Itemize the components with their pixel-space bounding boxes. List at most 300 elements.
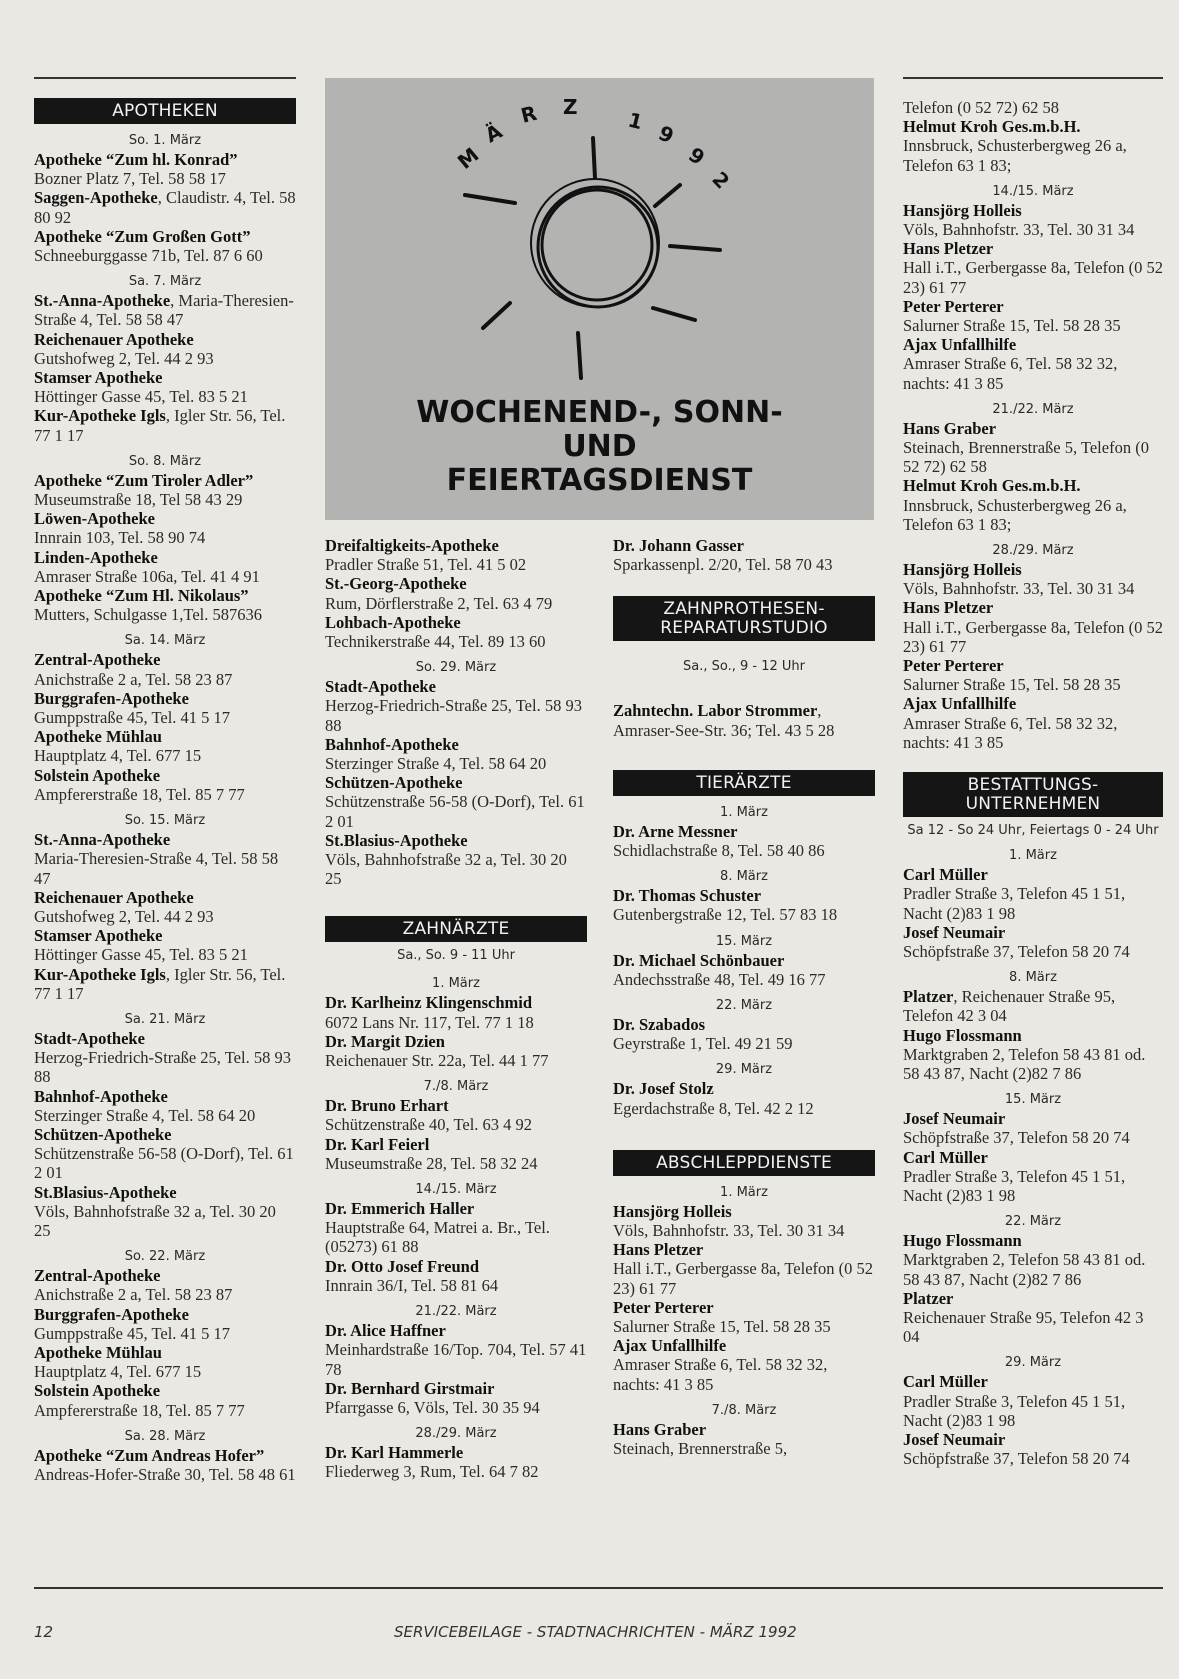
listing-address: Museumstraße 18, Tel 58 43 29 <box>34 490 243 510</box>
group-date: So. 29. März <box>415 660 497 676</box>
arc-letter: 1 <box>625 107 646 135</box>
date-group <box>903 1355 1163 1468</box>
listing-entry <box>613 701 875 739</box>
listing-name: Dr. Johann Gasser <box>613 536 744 555</box>
hero-title-line: UND <box>562 429 637 464</box>
listing-name: Dr. Emmerich Haller <box>325 1199 475 1219</box>
listing-name: Kur-Apotheke Igls <box>34 964 166 984</box>
arc-letter: 9 <box>654 120 678 149</box>
listing-entry <box>903 694 1163 752</box>
listing-name: Hans Pletzer <box>613 1240 704 1260</box>
col4-top-entries <box>903 117 1163 175</box>
col3-top-entries <box>613 536 875 574</box>
listing-entry <box>325 735 587 773</box>
listing-address: Technikerstraße 44, Tel. 89 13 60 <box>325 632 546 652</box>
listing-name: Dreifaltigkeits-Apotheke <box>325 536 499 555</box>
zahnprothesen-hours: Sa., So., 9 - 12 Uhr <box>683 659 805 675</box>
date-group <box>34 1012 296 1240</box>
group-date: 29. März <box>715 1062 773 1078</box>
group-date: 1. März <box>432 976 480 992</box>
date-group <box>34 813 296 1003</box>
listing-entry <box>613 1298 875 1336</box>
group-date: So. 22. März <box>124 1249 206 1265</box>
arc-letter: 2 <box>707 166 735 194</box>
listing-entry <box>34 188 296 226</box>
listing-name: Dr. Josef Stolz <box>613 1079 714 1099</box>
group-date: 7./8. März <box>711 1402 777 1418</box>
listing-address: Schidlachstraße 8, Tel. 58 40 86 <box>613 841 825 861</box>
group-date: 22. März <box>715 998 773 1014</box>
listing-entry <box>34 650 296 688</box>
listing-name: Dr. Thomas Schuster <box>613 886 762 906</box>
listing-name: Schützen-Apotheke <box>325 773 463 793</box>
date-group <box>613 934 875 989</box>
listing-address: Amraser Straße 106a, Tel. 41 4 91 <box>34 566 260 586</box>
listing-entry <box>34 368 296 406</box>
listing-name: Hansjörg Holleis <box>613 1201 732 1221</box>
listing-address: Innrain 36/I, Tel. 58 81 64 <box>325 1275 499 1295</box>
listing-name: Josef Neumair <box>903 922 1006 942</box>
group-date: Sa. 21. März <box>124 1011 206 1027</box>
date-group <box>325 976 587 1070</box>
section-head-bestattung <box>903 772 1163 817</box>
date-group <box>613 869 875 924</box>
date-group <box>325 1182 587 1295</box>
listing-address: Reichenauer Straße 95, Telefon 42 3 04 <box>903 1307 1144 1347</box>
listing-address: Fliederweg 3, Rum, Tel. 64 7 82 <box>325 1462 539 1482</box>
listing-address: Pradler Straße 51, Tel. 41 5 02 <box>325 555 527 575</box>
arc-letter: Ä <box>481 118 507 148</box>
listing-name: Hans Graber <box>903 418 997 438</box>
listing-entry <box>325 1257 587 1295</box>
listing-address: Hauptstraße 64, Matrei a. Br., Tel. (05273) 61 88 <box>325 1218 550 1257</box>
listing-name: Dr. Bruno Erhart <box>325 1096 449 1116</box>
listing-name: Dr. Michael Schönbauer <box>613 950 785 970</box>
listing-name: Apotheke “Zum Andreas Hofer” <box>34 1445 265 1465</box>
group-date: 7./8. März <box>423 1079 489 1095</box>
listing-address: Völs, Bahnhofstr. 33, Tel. 30 31 34 <box>903 579 1135 599</box>
listing-name: Solstein Apotheke <box>34 765 161 785</box>
listing-name: Apotheke “Zum hl. Konrad” <box>34 150 238 169</box>
listing-entry <box>34 1087 296 1125</box>
hero-title-line: WOCHENEND-, SONN- <box>416 395 783 430</box>
group-date: 21./22. März <box>992 401 1074 417</box>
listing-entry <box>325 1379 587 1417</box>
listing-entry <box>613 951 875 989</box>
listing-address: Herzog-Friedrich-Straße 25, Tel. 58 93 88 <box>325 696 582 735</box>
listing-address: Sterzinger Straße 4, Tel. 58 64 20 <box>34 1105 256 1125</box>
listing-name: Reichenauer Apotheke <box>34 887 194 907</box>
listing-address: Amraser Straße 6, Tel. 58 32 32, nachts: 41 3 85 <box>903 713 1118 752</box>
listing-name: Stadt-Apotheke <box>325 677 436 697</box>
listing-address: Mutters, Schulgasse 1,Tel. 587636 <box>34 605 262 625</box>
head-line: REPARATURSTUDIO <box>660 618 828 639</box>
head-line: BESTATTUNGS- <box>967 775 1099 796</box>
spacer <box>903 752 1163 772</box>
group-date: Sa. 7. März <box>128 274 202 290</box>
listing-address: Salurner Straße 15, Tel. 58 28 35 <box>903 316 1121 336</box>
date-group <box>325 660 587 888</box>
listing-address: Pradler Straße 3, Telefon 45 1 51, Nacht (2)83 1 98 <box>903 1166 1126 1205</box>
listing-name: Apotheke Mühlau <box>34 1342 162 1362</box>
listing-name: Dr. Karl Feierl <box>325 1134 430 1154</box>
listing-address: Schützenstraße 40, Tel. 63 4 92 <box>325 1115 533 1135</box>
publication-footer: SERVICEBEILAGE - STADTNACHRICHTEN - MÄRZ 1992 <box>394 1623 797 1641</box>
listing-address: Pfarrgasse 6, Völs, Tel. 30 35 94 <box>325 1397 540 1417</box>
arc-letter: R <box>518 100 540 128</box>
section-head-apotheken: APOTHEKEN <box>34 98 296 124</box>
listing-entry <box>34 509 296 547</box>
listing-entry <box>903 117 1163 175</box>
listing-name: Hugo Flossmann <box>903 1025 1022 1045</box>
listing-entry <box>903 239 1163 297</box>
listing-name: Peter Perterer <box>903 656 1004 676</box>
listing-entry <box>903 1109 1163 1147</box>
listing-entry <box>325 1199 587 1257</box>
zp-entries <box>613 701 875 739</box>
listing-name: Lohbach-Apotheke <box>325 612 461 632</box>
date-group <box>325 1304 587 1417</box>
listing-address: Gutshofweg 2, Tel. 44 2 93 <box>34 348 214 368</box>
listing-entry <box>613 886 875 924</box>
spacer <box>613 1118 875 1150</box>
listing-entry <box>903 1231 1163 1289</box>
date-group <box>903 848 1163 961</box>
listing-name: Dr. Arne Messner <box>613 821 738 841</box>
listing-entry <box>613 1079 875 1117</box>
listing-address: , Igler Str. 56, Tel. 77 1 17 <box>34 406 286 445</box>
listing-entry <box>34 888 296 926</box>
listing-address: Anichstraße 2 a, Tel. 58 23 87 <box>34 669 233 689</box>
listing-name: Apotheke “Zum Hl. Nikolaus” <box>34 586 249 606</box>
section-head-tieraerzte: TIERÄRZTE <box>613 770 875 796</box>
listing-entry <box>34 1266 296 1304</box>
listing-entry <box>34 471 296 509</box>
listing-entry <box>903 419 1163 477</box>
listing-entry <box>613 1336 875 1394</box>
listing-name: Peter Perterer <box>903 296 1004 316</box>
spacer <box>613 574 875 596</box>
spacer <box>613 740 875 770</box>
date-group <box>34 274 296 445</box>
col1-groups <box>34 133 296 1484</box>
listing-address: Maria-Theresien-Straße 4, Tel. 58 58 47 <box>34 849 279 888</box>
listing-name: Linden-Apotheke <box>34 547 158 567</box>
listing-address: Herzog-Friedrich-Straße 25, Tel. 58 93 88 <box>34 1048 291 1087</box>
listing-entry <box>903 297 1163 335</box>
listing-name: Schützen-Apotheke <box>34 1124 172 1144</box>
listing-address: Hauptplatz 4, Tel. 677 15 <box>34 1362 202 1382</box>
col2-group29 <box>325 660 587 888</box>
listing-name: Dr. Alice Haffner <box>325 1321 446 1341</box>
hero-artwork <box>325 78 874 520</box>
column-apotheken-zahnaerzte <box>325 536 587 1482</box>
listing-name: Apotheke “Zum Tiroler Adler” <box>34 470 254 490</box>
listing-name: Carl Müller <box>903 1372 988 1392</box>
listing-name: Solstein Apotheke <box>34 1381 161 1401</box>
listing-entry <box>34 1183 296 1241</box>
listing-entry <box>34 1446 296 1484</box>
top-rule-right <box>903 77 1163 79</box>
listing-name: Zahntechn. Labor Strommer <box>613 701 818 721</box>
listing-entry <box>325 574 587 612</box>
date-group <box>613 805 875 860</box>
listing-address: Marktgraben 2, Telefon 58 43 81 od. 58 43 87, Nacht (2)82 7 86 <box>903 1250 1146 1289</box>
listing-address: Egerdachstraße 8, Tel. 42 2 12 <box>613 1098 814 1118</box>
date-group <box>903 184 1163 393</box>
group-date: 28./29. März <box>992 543 1074 559</box>
listing-entry <box>34 1343 296 1381</box>
listing-address: , Igler Str. 56, Tel. 77 1 17 <box>34 964 286 1003</box>
date-group <box>34 1429 296 1484</box>
listing-entry <box>34 406 296 444</box>
listing-name: St.-Georg-Apotheke <box>325 574 467 594</box>
listing-entry <box>34 291 296 329</box>
listing-name: St.Blasius-Apotheke <box>34 1182 177 1202</box>
listing-address: Salurner Straße 15, Tel. 58 28 35 <box>613 1317 831 1337</box>
listing-name: Apotheke Mühlau <box>34 727 162 747</box>
listing-address: Ampfererstraße 18, Tel. 85 7 77 <box>34 784 245 804</box>
date-group <box>34 633 296 804</box>
listing-address: Gutenbergstraße 12, Tel. 57 83 18 <box>613 905 838 925</box>
listing-name: Ajax Unfallhilfe <box>903 335 1017 355</box>
listing-address: Höttinger Gasse 45, Tel. 83 5 21 <box>34 387 248 407</box>
listing-address: Innsbruck, Schusterbergweg 26 a, Telefon 63 1 83; <box>903 136 1127 175</box>
listing-name: Apotheke “Zum Großen Gott” <box>34 226 251 246</box>
listing-address: Anichstraße 2 a, Tel. 58 23 87 <box>34 1285 233 1305</box>
listing-name: St.-Anna-Apotheke <box>34 830 171 850</box>
listing-address: Schneeburggasse 71b, Tel. 87 6 60 <box>34 246 263 266</box>
listing-name: Ajax Unfallhilfe <box>903 694 1017 714</box>
group-date: So. 1. März <box>128 133 202 148</box>
column-apotheken <box>34 98 296 1484</box>
listing-address: Gutshofweg 2, Tel. 44 2 93 <box>34 906 214 926</box>
listing-address: Gumppstraße 45, Tel. 41 5 17 <box>34 708 231 728</box>
group-date: 1. März <box>720 804 768 820</box>
listing-entry <box>34 1029 296 1087</box>
listing-entry <box>34 1381 296 1419</box>
listing-entry <box>34 548 296 586</box>
listing-entry <box>325 536 587 574</box>
listing-address: 6072 Lans Nr. 117, Tel. 77 1 18 <box>325 1012 534 1032</box>
listing-entry <box>34 150 296 188</box>
listing-address: Rum, Dörflerstraße 2, Tel. 63 4 79 <box>325 593 553 613</box>
listing-name: Kur-Apotheke Igls <box>34 406 166 426</box>
listing-name: Zentral-Apotheke <box>34 1266 161 1286</box>
listing-entry <box>325 613 587 651</box>
tier-groups <box>613 805 875 1118</box>
listing-address: Andreas-Hofer-Straße 30, Tel. 58 48 61 <box>34 1464 296 1484</box>
listing-entry <box>613 536 875 574</box>
absch-groups <box>613 1185 875 1458</box>
listing-address: Amraser Straße 6, Tel. 58 32 32, nachts: 41 3 85 <box>903 354 1118 393</box>
listing-entry <box>903 923 1163 961</box>
listing-name: Bahnhof-Apotheke <box>34 1086 168 1106</box>
listing-address: Hall i.T., Gerbergasse 8a, Telefon (0 52 23) 61 77 <box>903 258 1164 297</box>
column-zahnprothesen-tieraerzte <box>613 536 875 1458</box>
listing-name: St.Blasius-Apotheke <box>325 830 468 850</box>
listing-address: Schützenstraße 56-58 (O-Dorf), Tel. 61 2 01 <box>34 1144 294 1183</box>
group-date: 15. März <box>715 933 773 949</box>
listing-name: Burggrafen-Apotheke <box>34 1304 189 1324</box>
listing-name: Josef Neumair <box>903 1429 1006 1449</box>
listing-entry <box>903 201 1163 239</box>
listing-address: Amraser Straße 6, Tel. 58 32 32, nachts: 41 3 85 <box>613 1355 828 1394</box>
hero-title-line: FEIERTAGSDIENST <box>446 463 753 498</box>
head-line: ZAHNPROTHESEN- <box>663 599 825 620</box>
listing-address: Innrain 103, Tel. 58 90 74 <box>34 528 206 548</box>
listing-name: Burggrafen-Apotheke <box>34 688 189 708</box>
listing-name: Helmut Kroh Ges.m.b.H. <box>903 117 1081 137</box>
date-group <box>613 998 875 1053</box>
group-date: 8. März <box>1009 970 1057 986</box>
listing-entry <box>903 335 1163 393</box>
listing-name: Hugo Flossmann <box>903 1231 1022 1251</box>
zahnaerzte-hours: Sa., So. 9 - 11 Uhr <box>397 948 515 964</box>
date-group <box>325 1426 587 1481</box>
listing-name: Dr. Karl Hammerle <box>325 1443 464 1463</box>
listing-name: Stamser Apotheke <box>34 368 163 388</box>
group-date: 15. März <box>1004 1092 1062 1108</box>
listing-address: Salurner Straße 15, Tel. 58 28 35 <box>903 675 1121 695</box>
continued-address: Telefon (0 52 72) 62 58 <box>903 98 1060 117</box>
listing-address: Marktgraben 2, Telefon 58 43 81 od. 58 43 87, Nacht (2)82 7 86 <box>903 1044 1146 1083</box>
listing-entry <box>34 689 296 727</box>
listing-entry <box>903 987 1163 1025</box>
bestattung-hours: Sa 12 - So 24 Uhr, Feiertags 0 - 24 Uhr <box>907 823 1159 839</box>
best-groups <box>903 848 1163 1468</box>
listing-address: Andechsstraße 48, Tel. 49 16 77 <box>613 969 826 989</box>
date-group <box>613 1062 875 1117</box>
listing-entry <box>34 766 296 804</box>
listing-entry <box>34 830 296 888</box>
listing-entry <box>903 598 1163 656</box>
listing-entry <box>34 926 296 964</box>
zahn-groups <box>325 976 587 1481</box>
date-group <box>903 402 1163 534</box>
listing-entry <box>34 586 296 624</box>
listing-entry <box>325 1135 587 1173</box>
listing-name: Ajax Unfallhilfe <box>613 1336 727 1356</box>
group-date: 29. März <box>1004 1355 1062 1371</box>
listing-entry <box>903 1289 1163 1347</box>
listing-address: Sterzinger Straße 4, Tel. 58 64 20 <box>325 754 547 774</box>
listing-name: Dr. Bernhard Girstmair <box>325 1378 495 1398</box>
arc-letter: 9 <box>684 142 710 170</box>
spacer <box>325 888 587 916</box>
head-line: UNTERNEHMEN <box>965 794 1101 815</box>
listing-entry <box>325 1096 587 1134</box>
listing-address: Steinach, Brennerstraße 5, <box>613 1439 788 1459</box>
group-date: 22. März <box>1004 1214 1062 1230</box>
listing-entry <box>903 560 1163 598</box>
listing-address: Schützenstraße 56-58 (O-Dorf), Tel. 61 2 01 <box>325 792 585 831</box>
listing-address: Hall i.T., Gerbergasse 8a, Telefon (0 52 23) 61 77 <box>903 617 1164 656</box>
listing-entry <box>325 1443 587 1481</box>
listing-name: Dr. Karlheinz Klingenschmid <box>325 993 533 1013</box>
listing-address: Sparkassenpl. 2/20, Tel. 58 70 43 <box>613 555 833 575</box>
listing-name: Stamser Apotheke <box>34 926 163 946</box>
listing-name: Josef Neumair <box>903 1109 1006 1129</box>
listing-address: Völs, Bahnhofstraße 32 a, Tel. 30 20 25 <box>325 850 567 889</box>
section-head-zahnprothesen <box>613 596 875 641</box>
listing-entry <box>903 1026 1163 1084</box>
listing-name: Hansjörg Holleis <box>903 200 1022 220</box>
listing-address: Ampfererstraße 18, Tel. 85 7 77 <box>34 1400 245 1420</box>
listing-address: Innsbruck, Schusterbergweg 26 a, Telefon 63 1 83; <box>903 495 1127 534</box>
listing-name: St.-Anna-Apotheke <box>34 291 171 311</box>
listing-entry <box>903 656 1163 694</box>
listing-address: Pradler Straße 3, Telefon 45 1 51, Nacht (2)83 1 98 <box>903 884 1126 923</box>
listing-entry <box>903 476 1163 534</box>
listing-name: Hans Graber <box>613 1419 707 1439</box>
listing-address: Völs, Bahnhofstr. 33, Tel. 30 31 34 <box>903 220 1135 240</box>
col4-groups <box>903 184 1163 752</box>
top-rule-left <box>34 77 296 79</box>
listing-address: Völs, Bahnhofstraße 32 a, Tel. 30 20 25 <box>34 1201 276 1240</box>
listing-address: , Maria-Theresien-Straße 4, Tel. 58 58 47 <box>34 291 294 330</box>
listing-address: Schöpfstraße 37, Telefon 58 20 74 <box>903 941 1130 961</box>
listing-entry <box>903 1372 1163 1430</box>
listing-address: Meinhardstraße 16/Top. 704, Tel. 57 41 78 <box>325 1340 587 1379</box>
listing-entry <box>325 993 587 1031</box>
listing-address: Steinach, Brennerstraße 5, Telefon (0 52 72) 62 58 <box>903 438 1149 477</box>
listing-address: , Amraser-See-Str. 36; Tel. 43 5 28 <box>613 701 835 740</box>
listing-address: Schöpfstraße 37, Telefon 58 20 74 <box>903 1128 1130 1148</box>
listing-address: Geyrstraße 1, Tel. 49 21 59 <box>613 1034 793 1054</box>
listing-name: Carl Müller <box>903 865 988 885</box>
listing-address: , Claudistr. 4, Tel. 58 80 92 <box>34 188 296 227</box>
listing-name: Reichenauer Apotheke <box>34 329 194 349</box>
listing-address: Völs, Bahnhofstr. 33, Tel. 30 31 34 <box>613 1221 845 1241</box>
listing-entry <box>34 330 296 368</box>
date-group <box>34 454 296 625</box>
section-head-abschleppdienste: ABSCHLEPPDIENSTE <box>613 1150 875 1176</box>
listing-entry <box>613 1202 875 1240</box>
date-group <box>34 133 296 265</box>
listing-entry <box>903 1148 1163 1206</box>
listing-entry <box>34 1125 296 1183</box>
listing-address: Schöpfstraße 37, Telefon 58 20 74 <box>903 1449 1130 1469</box>
listing-entry <box>325 831 587 889</box>
listing-entry <box>325 1321 587 1379</box>
group-date: 1. März <box>1009 848 1057 864</box>
sun-drawing <box>325 78 874 388</box>
listing-entry <box>613 1240 875 1298</box>
listing-entry <box>613 1420 875 1458</box>
listing-entry <box>613 822 875 860</box>
listing-name: Stadt-Apotheke <box>34 1028 145 1048</box>
bottom-rule <box>34 1587 1163 1589</box>
listing-entry <box>34 1305 296 1343</box>
listing-name: Dr. Szabados <box>613 1015 705 1035</box>
listing-address: Museumstraße 28, Tel. 58 32 24 <box>325 1153 538 1173</box>
hero-title <box>325 396 874 498</box>
listing-name: Hans Pletzer <box>903 239 994 259</box>
date-group <box>903 1092 1163 1205</box>
listing-name: Hans Pletzer <box>903 598 994 618</box>
group-date: Sa. 14. März <box>124 633 206 649</box>
listing-address: Reichenauer Str. 22a, Tel. 44 1 77 <box>325 1051 549 1071</box>
listing-address: Hauptplatz 4, Tel. 677 15 <box>34 746 202 766</box>
listing-name: Peter Perterer <box>613 1297 714 1317</box>
listing-name: Carl Müller <box>903 1147 988 1167</box>
listing-entry <box>325 773 587 831</box>
date-group <box>325 1079 587 1173</box>
listing-name: Helmut Kroh Ges.m.b.H. <box>903 476 1081 496</box>
listing-name: Platzer <box>903 1288 954 1308</box>
group-date: 8. März <box>720 869 768 885</box>
